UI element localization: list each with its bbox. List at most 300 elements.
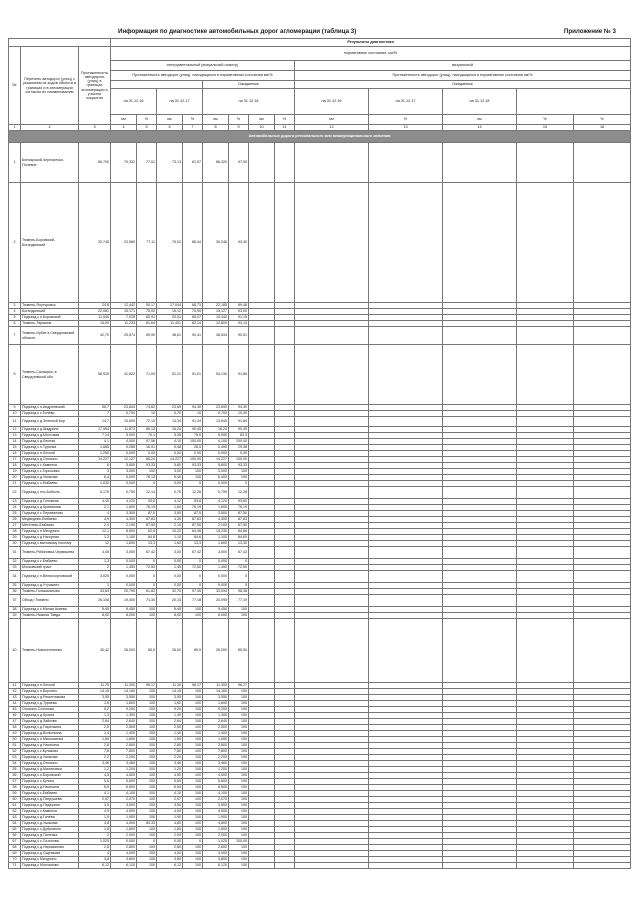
value-km-2017: 1,80 — [157, 827, 183, 833]
value-km-2017: 0,00 — [157, 481, 183, 487]
header-col-length: Протяженность автодороги (улиц) в границах агломерации и участки покрытия — [79, 47, 111, 125]
value-km-2016: 3,800 — [111, 857, 137, 863]
value-pct-2016: 100 — [137, 863, 157, 869]
row-number: 67 — [9, 839, 21, 845]
value-pct-2016: 84,6 — [137, 535, 157, 541]
value-pct-2018: 94,30 — [229, 405, 249, 411]
row-number: 5 — [9, 315, 21, 321]
value-pct-2017: 100 — [183, 785, 203, 791]
value-km-2018: 5,950 — [203, 433, 229, 439]
value-pct-2018: 100 — [229, 469, 249, 475]
empty-cell — [249, 619, 275, 683]
row-number: 69 — [9, 851, 21, 857]
value-pct-2017: 100 — [183, 749, 203, 755]
value-pct-2018: 100 — [229, 613, 249, 619]
length-km: 1,3 — [79, 713, 111, 719]
value-pct-2018: 100 — [229, 755, 249, 761]
value-km-2016: 1,400 — [111, 731, 137, 737]
empty-cell — [369, 345, 443, 405]
value-km-2016: 1,450 — [111, 565, 137, 571]
document-title: Информация по диагностике автомобильных дорог агломерации (таблица 3) — [118, 28, 357, 35]
road-name: Подъезд к д.Патрушева — [21, 797, 79, 803]
value-km-2017: 1,90 — [157, 815, 183, 821]
value-pct-2018: 91,84 — [229, 417, 249, 427]
value-km-2016: 70,332 — [111, 143, 137, 183]
col-number: 5 — [137, 125, 157, 131]
value-km-2018: 3,800 — [203, 857, 229, 863]
value-km-2017: 3,80 — [157, 857, 183, 863]
road-name: Подъезд к с.Ембаево — [21, 481, 79, 487]
value-km-2016: 0,000 — [111, 481, 137, 487]
empty-cell — [249, 417, 275, 427]
road-name: Подъезд к п.Туринка — [21, 445, 79, 451]
value-km-2016: 2,100 — [111, 523, 137, 529]
row-number: 49 — [9, 731, 21, 737]
value-pct-2017: 84,46 — [183, 529, 203, 535]
value-km-2016: 3,500 — [111, 803, 137, 809]
empty-cell — [443, 327, 517, 345]
value-km-2017: 4,50 — [157, 809, 183, 815]
value-pct-2016: 77,11 — [137, 183, 157, 303]
value-km-2018: 4,000 — [203, 851, 229, 857]
empty-cell — [275, 571, 295, 583]
road-name: Подъезд к д.Онохино — [21, 457, 79, 463]
value-pct-2018: 100 — [229, 719, 249, 725]
header-blank-a — [111, 81, 203, 89]
value-km-2018: 1,600 — [203, 541, 229, 547]
length-km: 66,700 — [79, 143, 111, 183]
value-pct-2017: 0 — [183, 571, 203, 583]
value-pct-2016: 67,42 — [137, 547, 157, 559]
value-km-2018: 0,000 — [203, 451, 229, 457]
road-name: Подъезд к д.Падерина — [21, 803, 79, 809]
value-km-2016: 0,000 — [111, 571, 137, 583]
road-name: Подъезд к п.Лесной — [21, 683, 79, 689]
length-km: 22,081 — [79, 309, 111, 315]
road-name: Подъезд к д.Онохино — [21, 761, 79, 767]
value-km-2017: 5,35 — [157, 433, 183, 439]
value-km-2018: 1,600 — [203, 505, 229, 511]
value-km-2016: 9,200 — [111, 707, 137, 713]
empty-cell — [295, 547, 369, 559]
value-pct-2017: 68,73 — [183, 303, 203, 309]
empty-cell — [517, 487, 574, 499]
empty-cell — [443, 547, 517, 559]
length-km: 3,5 — [79, 803, 111, 809]
table-row — [9, 571, 631, 583]
length-km: 2,5 — [79, 725, 111, 731]
value-pct-2017: 100 — [183, 475, 203, 481]
value-pct-2017: 93,33 — [183, 463, 203, 469]
col-number: 10 — [249, 125, 275, 131]
length-km: 11,75 — [79, 683, 111, 689]
value-km-2018: 2,800 — [203, 845, 229, 851]
table-row — [9, 345, 631, 405]
row-number: 28 — [9, 529, 21, 535]
value-pct-2017: 91,01 — [183, 345, 203, 405]
row-number: 8 — [9, 345, 21, 405]
value-km-2017: 0,00 — [157, 583, 183, 589]
value-km-2016: 20,790 — [111, 589, 137, 595]
value-pct-2018: 100,00 — [229, 439, 249, 445]
empty-cell — [574, 487, 631, 499]
col-number: 6 — [157, 125, 183, 131]
value-km-2017: 3,55 — [157, 695, 183, 701]
value-km-2016: 5,450 — [111, 607, 137, 613]
empty-cell — [574, 595, 631, 607]
empty-cell — [369, 547, 443, 559]
value-km-2017: 32,75 — [157, 589, 183, 595]
value-pct-2017: 0 — [183, 559, 203, 565]
length-km: 2,8 — [79, 845, 111, 851]
road-name: Тюмень-Тарманы — [21, 321, 79, 327]
length-km: 1,4 — [79, 731, 111, 737]
value-pct-2018: 100 — [229, 821, 249, 827]
length-km: 2 — [79, 833, 111, 839]
value-km-2016: 1,800 — [111, 827, 137, 833]
length-km: 4,1 — [79, 791, 111, 797]
value-pct-2016: 72,10 — [137, 417, 157, 427]
row-number: 24 — [9, 505, 21, 511]
value-km-2018: 12,800 — [203, 321, 229, 327]
length-km: 4,1 — [79, 439, 111, 445]
value-km-2017: 11,30 — [157, 683, 183, 689]
road-name: Тюмень-Боровский-Богандинский — [21, 183, 79, 303]
value-pct-2016: 100 — [137, 607, 157, 613]
value-km-2017: 2,07 — [157, 797, 183, 803]
value-km-2018: 5,600 — [203, 463, 229, 469]
value-km-2017: 3,50 — [157, 803, 183, 809]
value-km-2016: 5,000 — [111, 433, 137, 439]
value-km-2018: 3,550 — [203, 695, 229, 701]
value-km-2017: 3,00 — [157, 547, 183, 559]
value-km-2016: 23,844 — [111, 405, 137, 411]
value-km-2016: 0,000 — [111, 451, 137, 457]
value-km-2017: 2,64 — [157, 719, 183, 725]
value-pct-2017: 100 — [183, 863, 203, 869]
empty-cell — [369, 863, 443, 869]
road-name: Подъезд к д.Утушкино — [21, 583, 79, 589]
empty-cell — [574, 143, 631, 183]
value-km-2017: 3,46 — [157, 761, 183, 767]
value-km-2016: 0,750 — [111, 487, 137, 499]
value-pct-2018: 100 — [229, 845, 249, 851]
value-km-2018: 1,900 — [203, 815, 229, 821]
value-pct-2017: 91,34 — [183, 417, 203, 427]
empty-cell — [249, 327, 275, 345]
empty-cell — [275, 487, 295, 499]
value-pct-2018: 100 — [229, 767, 249, 773]
value-km-2017: 0,00 — [157, 451, 183, 457]
value-km-2018: 1,400 — [203, 731, 229, 737]
value-pct-2018: 91,15 — [229, 315, 249, 321]
row-number: 60 — [9, 797, 21, 803]
value-pct-2017: 13,3 — [183, 541, 203, 547]
value-pct-2018: 100 — [229, 791, 249, 797]
length-km: 1 — [79, 583, 111, 589]
empty-cell — [249, 547, 275, 559]
value-km-2016: 1,650 — [111, 737, 137, 743]
value-pct-2018: 100 — [229, 475, 249, 481]
value-pct-2017: 100 — [183, 803, 203, 809]
value-km-2016: 3,000 — [111, 547, 137, 559]
value-pct-2016: 60,91 — [137, 315, 157, 321]
row-number: 55 — [9, 767, 21, 773]
value-pct-2018: 97,90 — [229, 143, 249, 183]
value-km-2017: 1,40 — [157, 731, 183, 737]
value-km-2018: 86,320 — [203, 143, 229, 183]
value-pct-2018: 100 — [229, 695, 249, 701]
empty-cell — [295, 595, 369, 607]
value-pct-2016: 16,91 — [137, 445, 157, 451]
value-pct-2016: 61,82 — [137, 589, 157, 595]
value-pct-2016: 100 — [137, 613, 157, 619]
table-row — [9, 487, 631, 499]
road-name: Подъезд к д.Криванова — [21, 505, 79, 511]
length-km: 1,65 — [79, 737, 111, 743]
value-km-2016: 11,233 — [111, 321, 137, 327]
road-name: Белоярский-Черноречье-Полевое — [21, 143, 79, 183]
value-pct-2018: 100 — [229, 707, 249, 713]
value-pct-2016: 74,30 — [137, 595, 157, 607]
unit-pct: % — [183, 115, 203, 125]
length-km: 4,9 — [79, 517, 111, 523]
row-number: 63 — [9, 815, 21, 821]
value-pct-2017: 67,42 — [183, 547, 203, 559]
value-pct-2016: 100 — [137, 713, 157, 719]
row-number: 54 — [9, 761, 21, 767]
row-number: 47 — [9, 719, 21, 725]
length-km: 14,227 — [79, 457, 111, 463]
value-pct-2018: 100 — [229, 857, 249, 863]
empty-cell — [249, 345, 275, 405]
value-km-2018: 14,227 — [203, 457, 229, 463]
value-pct-2016: 62,8 — [137, 529, 157, 535]
empty-cell — [443, 345, 517, 405]
row-number: 38 — [9, 607, 21, 613]
road-name: Подъезд к с.Созонова — [21, 839, 79, 845]
length-km: 1,3 — [79, 535, 111, 541]
value-pct-2017: 0 — [183, 481, 203, 487]
value-pct-2018: 87,50 — [229, 511, 249, 517]
value-km-2017: 15,12 — [157, 309, 183, 315]
col-number: 4 — [111, 125, 137, 131]
value-km-2017: 4,50 — [157, 773, 183, 779]
value-km-2016: 8,000 — [111, 613, 137, 619]
length-km: 4 — [79, 851, 111, 857]
row-number: 46 — [9, 713, 21, 719]
row-number: 62 — [9, 809, 21, 815]
length-km: 3,46 — [79, 761, 111, 767]
value-km-2016: 1,300 — [111, 713, 137, 719]
row-number: 39 — [9, 613, 21, 619]
value-km-2016: 2,640 — [111, 719, 137, 725]
row-number: 57 — [9, 779, 21, 785]
value-pct-2018: 84,66 — [229, 529, 249, 535]
empty-cell — [369, 327, 443, 345]
road-name: Подъезд к д.Ушакова — [21, 821, 79, 827]
value-km-2018: 2,100 — [203, 523, 229, 529]
value-km-2018: 3,000 — [203, 547, 229, 559]
row-number: 23 — [9, 499, 21, 505]
value-pct-2016: 77,01 — [137, 143, 157, 183]
road-name: Подъезд к с.Кулига — [21, 779, 79, 785]
road-name: Тюмень-Ялуторовск — [21, 303, 79, 309]
header-date-4: на 31.12.16 — [295, 89, 369, 115]
road-name: Подъезд к п.Лесной — [21, 451, 79, 457]
value-km-2018: 30,246 — [203, 183, 229, 303]
value-km-2018: 6,400 — [203, 475, 229, 481]
value-km-2016: 1,200 — [111, 767, 137, 773]
value-pct-2017: 93,6 — [183, 499, 203, 505]
row-number: 1 — [9, 143, 21, 183]
value-km-2018: 1,800 — [203, 827, 229, 833]
empty-cell — [249, 571, 275, 583]
value-km-2017: 4,10 — [157, 791, 183, 797]
length-km: 3 — [79, 469, 111, 475]
value-km-2016: 10,600 — [111, 417, 137, 427]
value-pct-2018: 100,00 — [229, 457, 249, 463]
value-km-2017: 0,76 — [157, 487, 183, 499]
value-km-2018: 22,185 — [203, 303, 229, 309]
row-number: 6 — [9, 321, 21, 327]
value-pct-2016: 100 — [137, 797, 157, 803]
value-pct-2017: 87,50 — [183, 523, 203, 529]
value-pct-2017: 82,14 — [183, 321, 203, 327]
value-pct-2016: 74,62 — [137, 405, 157, 411]
value-pct-2018: 100 — [229, 803, 249, 809]
value-pct-2018: 100,00 — [229, 839, 249, 845]
value-pct-2016: 100 — [137, 815, 157, 821]
value-km-2017: 23,69 — [157, 405, 183, 411]
value-pct-2018: 100 — [229, 749, 249, 755]
value-pct-2018: 0,00 — [229, 451, 249, 457]
value-pct-2018: 87,83 — [229, 517, 249, 523]
value-pct-2016: 100 — [137, 791, 157, 797]
header-results: Результаты диагностики — [111, 39, 631, 47]
length-km: 32,745 — [79, 183, 111, 303]
value-km-2016: 4,300 — [111, 517, 137, 523]
value-pct-2018: 100 — [229, 689, 249, 695]
value-pct-2018: 100 — [229, 725, 249, 731]
value-km-2017: 14,16 — [157, 689, 183, 695]
header-group-a-sub: Протяженность автодорог (улиц), находящихся в нормативном состоянии км/% — [111, 71, 295, 81]
value-km-2017: 0,70 — [157, 411, 183, 417]
empty-cell — [369, 619, 443, 683]
unit-km: км — [111, 115, 137, 125]
road-name: Подъезд к пос.Бобыль — [21, 487, 79, 499]
value-pct-2016: 75,00 — [137, 309, 157, 315]
value-pct-2017: 90,45 — [183, 427, 203, 433]
value-km-2016: 2,800 — [111, 845, 137, 851]
unit-km: км — [157, 115, 183, 125]
value-pct-2017: 100 — [183, 701, 203, 707]
value-km-2017: 5,60 — [157, 779, 183, 785]
row-number: 31 — [9, 547, 21, 559]
road-name: Медведево-Ембаево — [21, 517, 79, 523]
empty-cell — [574, 571, 631, 583]
empty-cell — [574, 327, 631, 345]
value-pct-2017: 100 — [183, 737, 203, 743]
value-km-2016: 4,120 — [111, 499, 137, 505]
value-pct-2016: 0 — [137, 571, 157, 583]
value-pct-2017: 12,28 — [183, 487, 203, 499]
value-pct-2018: 29,38 — [229, 445, 249, 451]
value-km-2016: 14,160 — [111, 689, 137, 695]
value-pct-2017: 100 — [183, 767, 203, 773]
row-number: 12 — [9, 427, 21, 433]
road-name: Подъезд к п.Малышенка — [21, 737, 79, 743]
row-number: 71 — [9, 863, 21, 869]
value-km-2016: 4,000 — [111, 439, 137, 445]
value-km-2017: 11,401 — [157, 321, 183, 327]
road-name: Подъезд к с.Гилёво — [21, 411, 79, 417]
empty-cell — [443, 863, 517, 869]
road-name: Подъезд к д.Паренкина — [21, 725, 79, 731]
row-number: 14 — [9, 439, 21, 445]
value-km-2017: 1,60 — [157, 701, 183, 707]
value-km-2018: 15,127 — [203, 309, 229, 315]
row-number: 10 — [9, 411, 21, 417]
header-blank-b — [517, 89, 631, 115]
road-name: Подъезд к с.Дубровное — [21, 827, 79, 833]
value-km-2018: 2,000 — [203, 833, 229, 839]
value-km-2018: 4,500 — [203, 773, 229, 779]
value-pct-2016: 85,24 — [137, 457, 157, 463]
road-name: Подъезд к вахтовому поселку — [21, 541, 79, 547]
length-km: 7,14 — [79, 433, 111, 439]
row-number: 51 — [9, 743, 21, 749]
row-number: 27 — [9, 523, 21, 529]
unit-km: км — [295, 115, 369, 125]
unit-pct: % — [574, 115, 631, 125]
value-pct-2018: 100 — [229, 713, 249, 719]
value-km-2017: 2,50 — [157, 725, 183, 731]
road-name: Подъезд к д.Насекина — [21, 785, 79, 791]
road-name: Подъезд к д.Ушакова — [21, 475, 79, 481]
value-pct-2018: 13,30 — [229, 541, 249, 547]
value-pct-2017: 100 — [183, 857, 203, 863]
empty-cell — [574, 863, 631, 869]
value-pct-2016: 93,6 — [137, 499, 157, 505]
header-col-name: Перечень автодорог (улиц) с указанием их кодов объекта в границах и в агломерации согласно их наименованию — [21, 47, 79, 125]
value-km-2017: 1,65 — [157, 737, 183, 743]
value-pct-2018: 100 — [229, 779, 249, 785]
value-km-2017: 14,227 — [157, 457, 183, 463]
value-pct-2018: 100 — [229, 833, 249, 839]
road-name: Обход г.Тюмени — [21, 595, 79, 607]
value-km-2018: 1,300 — [203, 713, 229, 719]
value-pct-2018: 96,17 — [229, 683, 249, 689]
length-km: 2,1 — [79, 505, 111, 511]
value-pct-2017: 85,5 — [183, 619, 203, 683]
road-name: Подъезд к с.Малая Акиева — [21, 607, 79, 613]
header-group-b: визуальный — [295, 61, 631, 71]
road-name: Подъезд к с.Перевалово — [21, 511, 79, 517]
length-km: 2,64 — [79, 719, 111, 725]
value-pct-2017: 100 — [183, 469, 203, 475]
road-name: Подъезд к с.Каменка — [21, 809, 79, 815]
value-pct-2017: 100 — [183, 695, 203, 701]
length-km: 6 — [79, 463, 111, 469]
value-km-2018: 11,300 — [203, 683, 229, 689]
value-pct-2016: 100 — [137, 695, 157, 701]
value-km-2017: 6,50 — [157, 785, 183, 791]
value-pct-2017: 94,30 — [183, 405, 203, 411]
value-km-2017: 0,00 — [157, 571, 183, 583]
table-row — [9, 327, 631, 345]
value-km-2017: 20,51 — [157, 315, 183, 321]
